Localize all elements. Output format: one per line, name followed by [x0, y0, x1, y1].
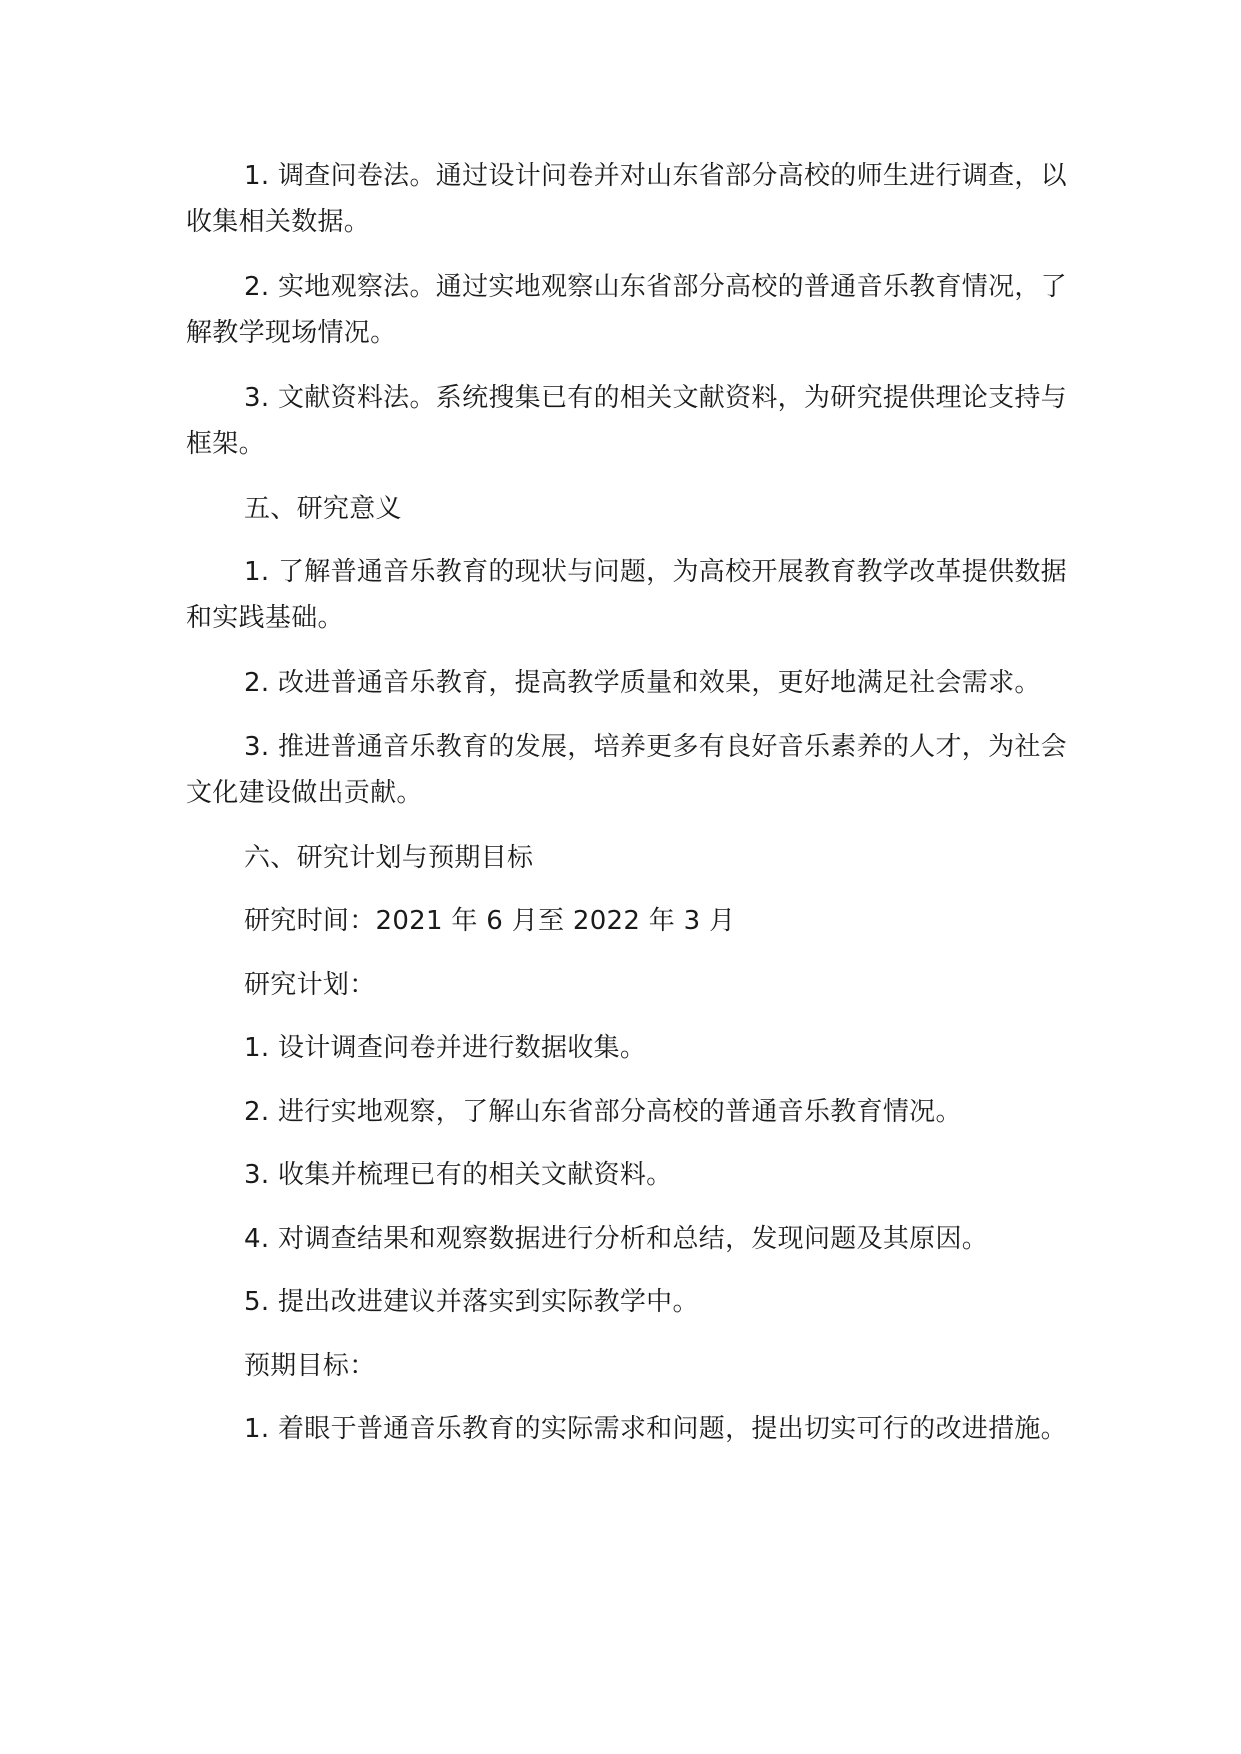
goal-item-1: 1. 着眼于普通音乐教育的实际需求和问题，提出切实可行的改进措施。 — [244, 1414, 1067, 1444]
method-questionnaire-paragraph: 1. 调查问卷法。通过设计问卷并对山东省部分高校的师生进行调查，以收集相关数据。 — [186, 161, 1067, 237]
expected-goals-heading: 预期目标： — [244, 1351, 376, 1381]
method-field-observation-paragraph: 2. 实地观察法。通过实地观察山东省部分高校的普通音乐教育情况，了解教学现场情况。 — [186, 272, 1067, 348]
research-period: 研究时间：2021 年 6 月至 2022 年 3 月 — [244, 906, 736, 936]
section-heading-plan-goals: 六、研究计划与预期目标 — [244, 843, 534, 873]
method-literature-paragraph: 3. 文献资料法。系统搜集已有的相关文献资料，为研究提供理论支持与框架。 — [186, 383, 1067, 459]
significance-item-3: 3. 推进普通音乐教育的发展，培养更多有良好音乐素养的人才，为社会文化建设做出贡献。 — [186, 732, 1067, 808]
plan-item-1: 1. 设计调查问卷并进行数据收集。 — [244, 1033, 647, 1063]
significance-item-1: 1. 了解普通音乐教育的现状与问题，为高校开展教育教学改革提供数据和实践基础。 — [186, 557, 1067, 633]
plan-item-3: 3. 收集并梳理已有的相关文献资料。 — [244, 1160, 673, 1190]
plan-item-4: 4. 对调查结果和观察数据进行分析和总结，发现问题及其原因。 — [244, 1224, 989, 1254]
section-heading-significance: 五、研究意义 — [244, 494, 402, 524]
research-plan-heading: 研究计划： — [244, 970, 376, 1000]
plan-item-5: 5. 提出改进建议并落实到实际教学中。 — [244, 1287, 699, 1317]
plan-item-2: 2. 进行实地观察，了解山东省部分高校的普通音乐教育情况。 — [244, 1097, 962, 1127]
significance-item-2: 2. 改进普通音乐教育，提高教学质量和效果，更好地满足社会需求。 — [244, 668, 1041, 698]
